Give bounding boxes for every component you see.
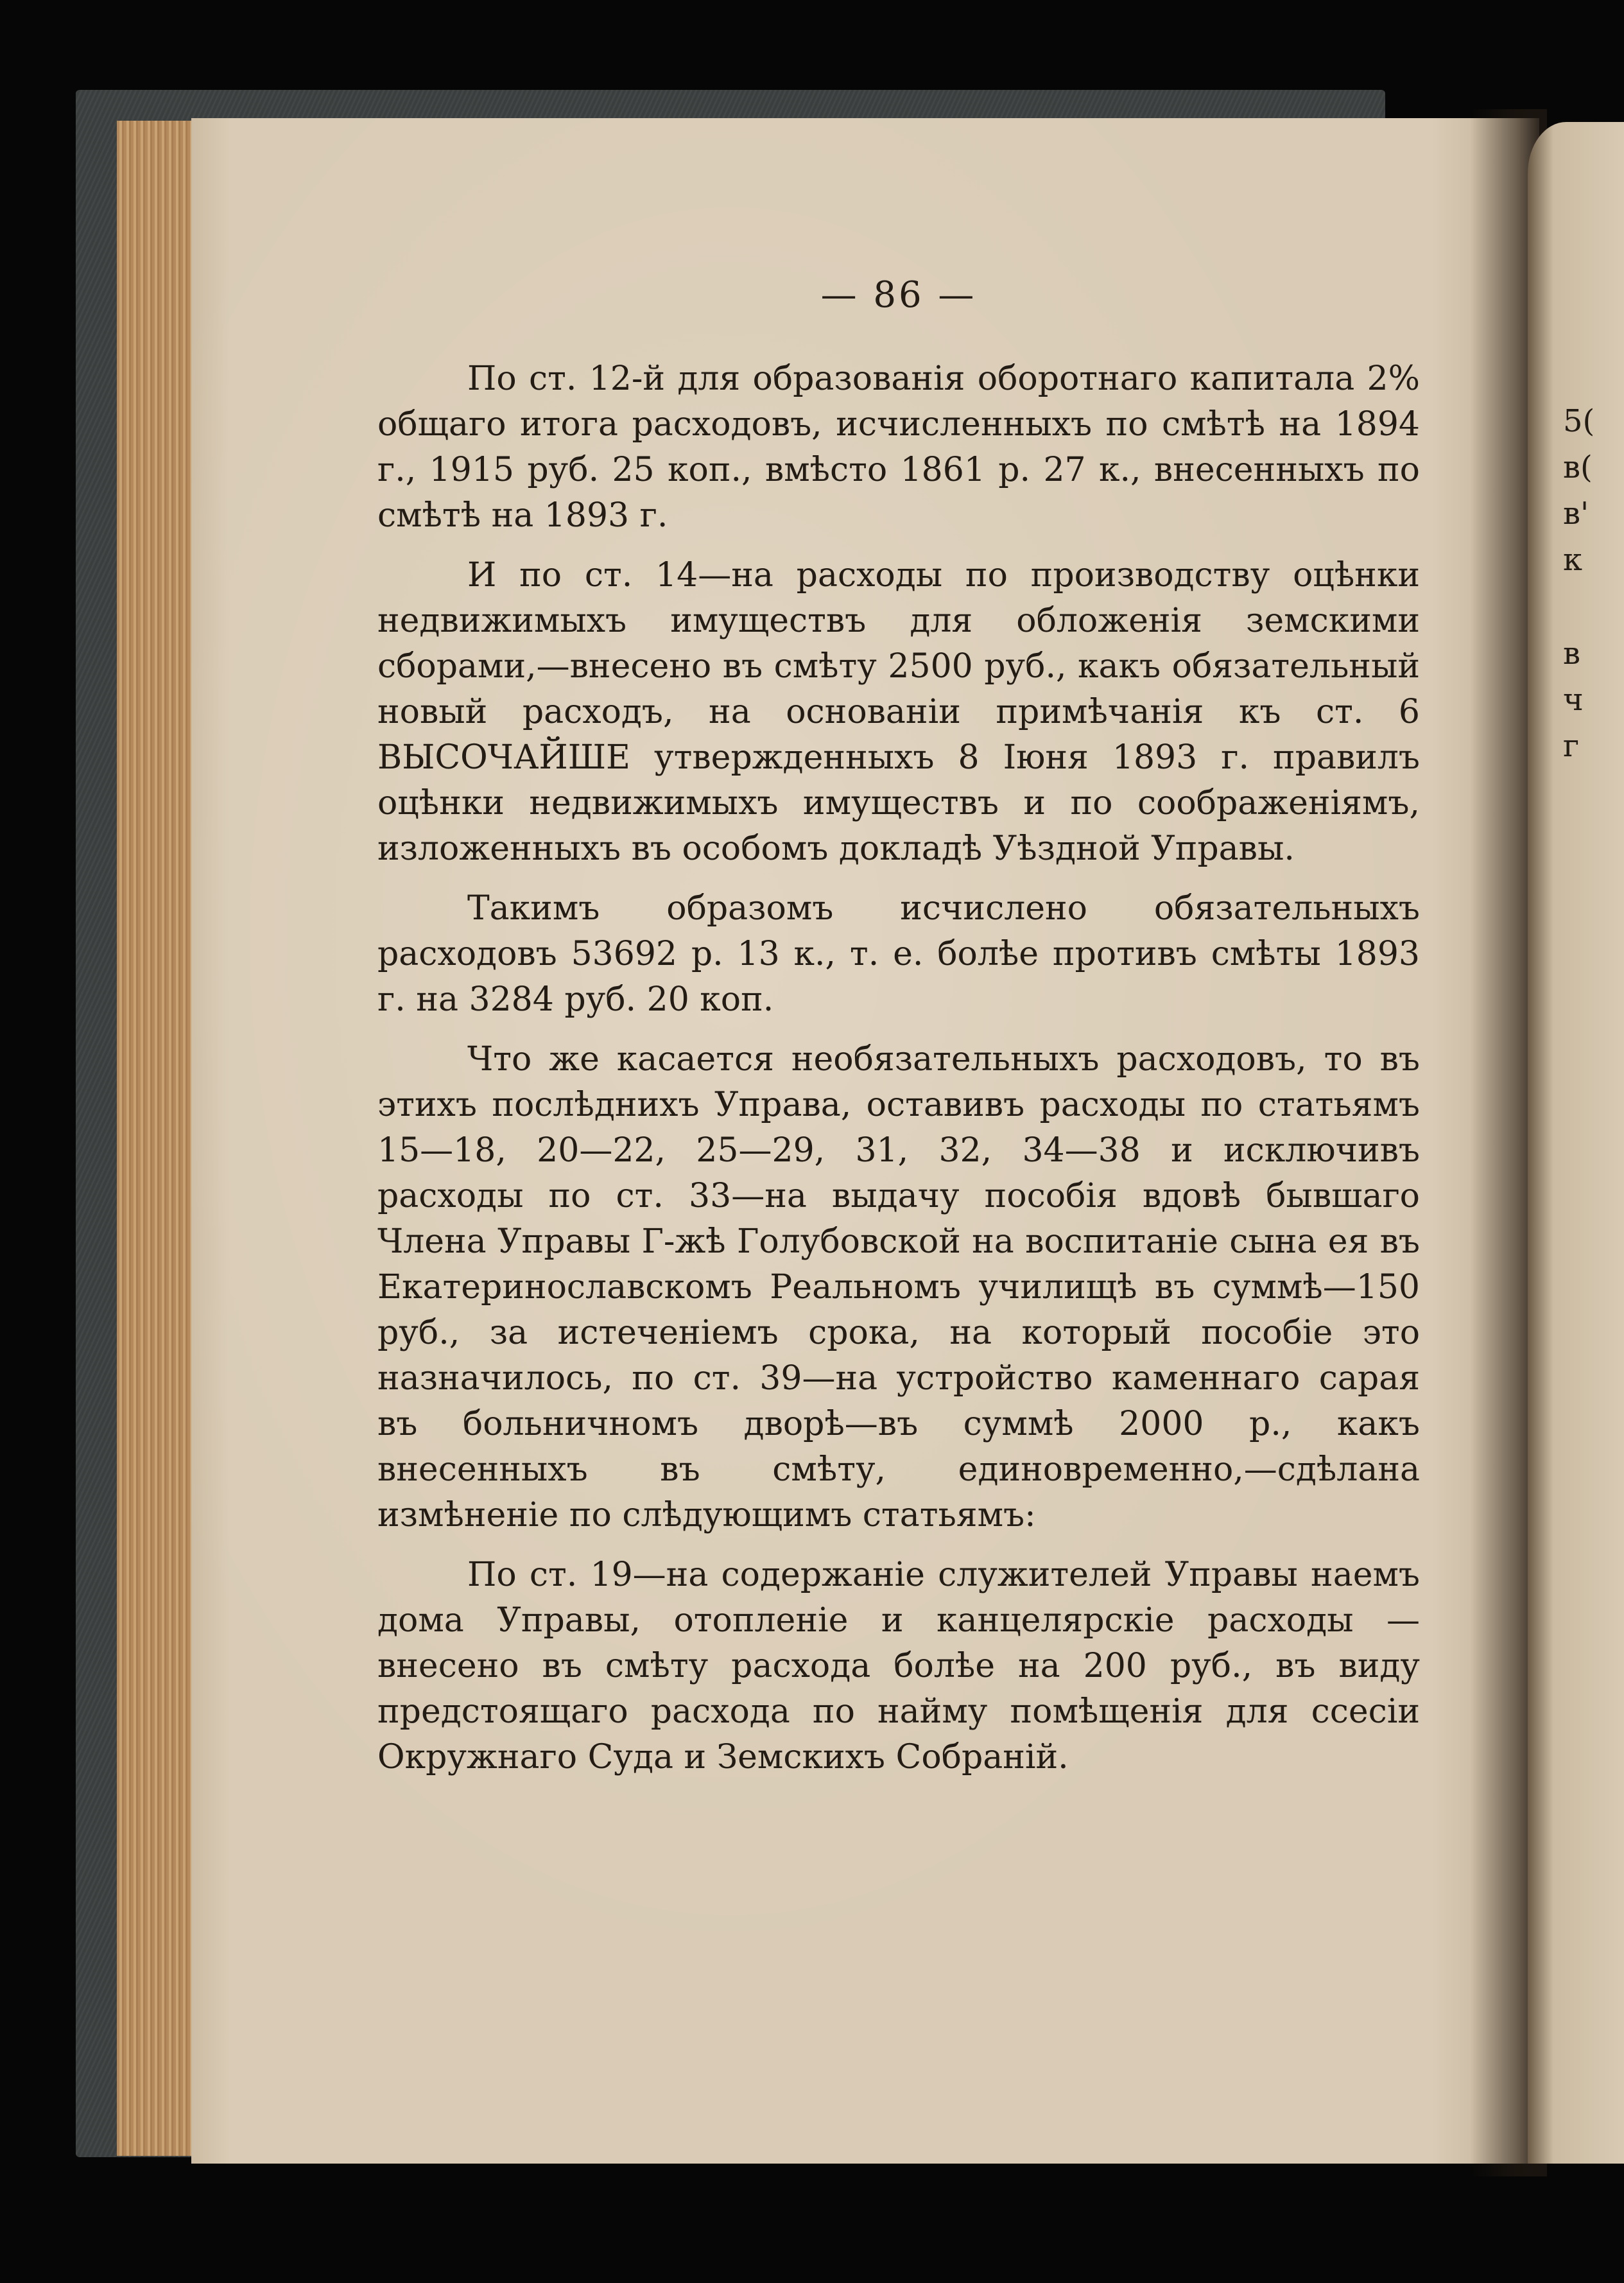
paragraph: Что же касается необязательныхъ расходовъ, то въ этихъ послѣднихъ Управа, оставивъ расходы по статьямъ 15—18, 20—22, 25—29, 31, 32, 34—38 и исключивъ расходы по ст. 33—на выдачу пособія вдовѣ бывшаго Члена Управы Г-жѣ Голубовской на воспитаніе сына ея въ Екатеринославскомъ Реальномъ училищѣ въ суммѣ—150 руб., за истеченіемъ срока, на который пособіе это назначилось, по ст. 39—на устройство каменнаго сарая въ больничномъ дворѣ—въ суммѣ 2000 р., какъ внесенныхъ въ смѣту, единовременно,—сдѣлана измѣненіе по слѣдующимъ статьямъ: <box>377 1040 1420 1534</box>
next-page-fragment: ч <box>1563 682 1584 718</box>
paragraph: И по ст. 14—на расходы по производству оцѣнки недвижимыхъ имуществъ для обложенія земскими сборами,—внесено въ смѣту 2500 руб., какъ обязательный новый расходъ, на основаніи примѣчанія къ ст. 6 ВЫСОЧАЙШЕ утвержденныхъ 8 Іюня 1893 г. правилъ оцѣнки недвижимыхъ имуществъ и по соображеніямъ, изложенныхъ въ особомъ докладѣ Уѣздной Управы. <box>377 556 1420 868</box>
page-number: — 86 — <box>820 274 977 316</box>
next-page-fragment: в' <box>1563 496 1589 532</box>
page-edges <box>117 121 194 2156</box>
page-text <box>377 270 1420 1780</box>
paragraph: По ст. 12-й для образованія оборотнаго капитала 2% общаго итога расходовъ, исчисленныхъ по смѣтѣ на 1894 г., 1915 руб. 25 коп., вмѣсто 1861 р. 27 к., внесенныхъ по смѣтѣ на 1893 г. <box>377 360 1420 535</box>
next-page-edge <box>1528 122 1624 2164</box>
paragraph: По ст. 19—на содержаніе служителей Управы наемъ дома Управы, отопленіе и канцелярскіе расходы —внесено въ смѣту расхода болѣе на 200 руб., въ виду предстоящаго расхода по найму помѣщенія для ссесіи Окружнаго Суда и Земскихъ Собраній. <box>377 1556 1420 1776</box>
next-page-fragment: к <box>1563 542 1582 578</box>
paragraph: Такимъ образомъ исчислено обязательныхъ расходовъ 53692 р. 13 к., т. е. болѣе противъ смѣты 1893 г. на 3284 руб. 20 коп. <box>377 889 1420 1019</box>
next-page-fragment: 5( <box>1563 403 1595 439</box>
next-page-fragment: в( <box>1563 449 1593 485</box>
next-page-fragment: в <box>1563 636 1581 672</box>
next-page-fragment: г <box>1563 728 1580 764</box>
